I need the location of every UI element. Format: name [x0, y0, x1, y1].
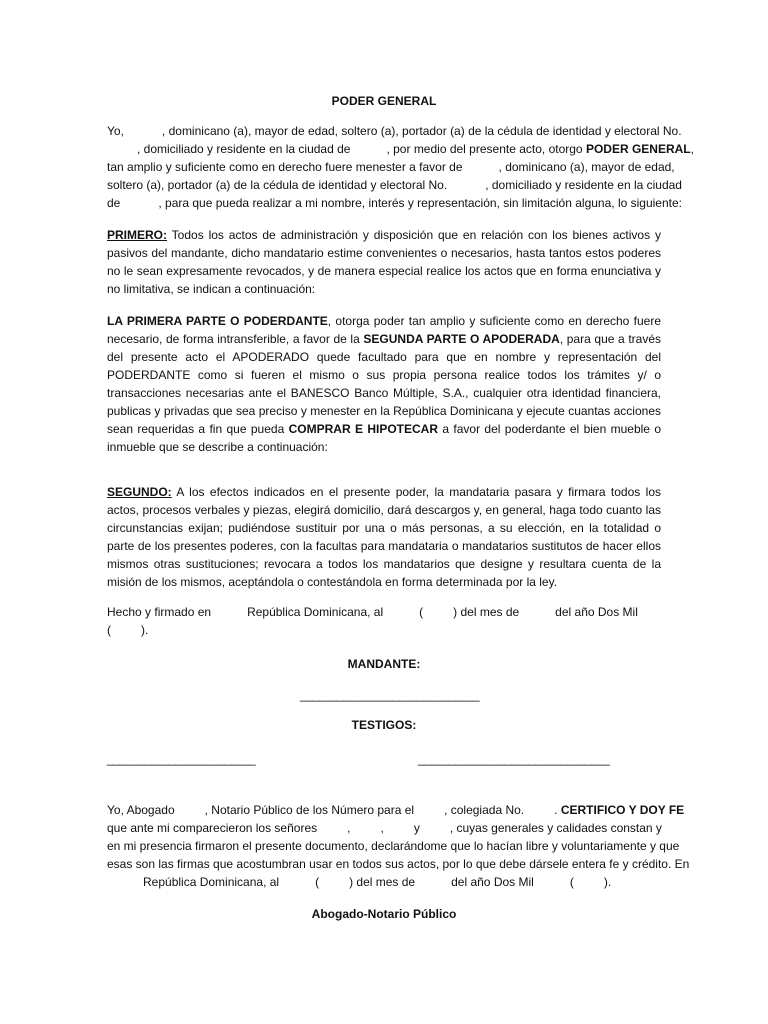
intro-paragraph	[107, 122, 694, 212]
notario-text: ) del mes de	[349, 875, 416, 889]
hecho-text: (	[107, 623, 111, 637]
notario-text: (	[569, 875, 574, 889]
notario-paragraph	[107, 801, 690, 891]
primera-parte-paragraph	[107, 312, 661, 456]
notario-text: , Notario Público de los Número para el	[204, 803, 415, 817]
intro-text: ,	[690, 142, 694, 156]
hecho-text: Hecho y firmado en	[107, 605, 212, 619]
intro-text: , por medio del presente acto, otorgo	[386, 142, 583, 156]
testigo-2-signature-line: _______________________________	[418, 752, 610, 766]
hecho-text: ) del mes de	[453, 605, 520, 619]
notario-line-4: esas son las firmas que acostumbran usar en todos sus actos, por lo que debe dársele entera fe y crédito. En	[107, 857, 690, 871]
poder-general-bold: PODER GENERAL	[585, 142, 691, 156]
notario-text: Yo, Abogado	[107, 803, 175, 817]
certifico-bold: CERTIFICO Y DOY FE	[560, 803, 685, 817]
notario-text: , cuyas generales y calidades constan y	[449, 821, 662, 835]
notario-text: República Dominicana, al	[143, 875, 280, 889]
hecho-text: ).	[141, 623, 149, 637]
primera-parte-text: a favor del poderdante el bien mueble o inmueble que se describe a continuación:	[107, 422, 661, 454]
intro-line-3	[107, 158, 675, 176]
intro-text: , para que pueda realizar a mi nombre, interés y representación, sin limitación alguna, lo siguiente:	[158, 196, 682, 210]
notario-text: del año Dos Mil	[451, 875, 534, 889]
notario-text: (	[315, 875, 320, 889]
intro-text: , dominicano (a), mayor de edad, soltero (a), portador (a) de la cédula de identidad y electoral No.	[161, 124, 682, 138]
mandante-signature-line: _____________________________	[300, 688, 480, 702]
hecho-line-2	[107, 621, 661, 639]
primera-parte-text: , otorga poder tan amplio y suficiente como en derecho fuere necesario, de forma intransferible, a favor de la	[107, 314, 661, 346]
notario-text: .	[554, 803, 558, 817]
notario-line-1	[107, 801, 685, 819]
intro-line-4	[107, 176, 682, 194]
notario-text: y	[413, 821, 420, 835]
testigos-label: TESTIGOS:	[351, 718, 417, 732]
poderdante-bold: LA PRIMERA PARTE O PODERDANTE	[107, 314, 328, 328]
intro-text: de	[107, 196, 121, 210]
segundo-text: A los efectos indicados en el presente poder, la mandataria pasara y firmara todos los actos, procesos verbales y piezas, elegirá domicilio, dará descargos y, en general, haga todo cuanto las circunstancias exijan; pudiéndose sustituir por una o más personas, a su elección, en la totalidad o parte de los presentes poderes, con la facultas para mandataria o mandatarios sustitutos de hacer ellos mismos otras sustituciones; revocara a todos los mandatarios que designe y resultara cuenta de la misión de los mismos, aceptándola o contestándola en forma determinada por la ley.	[107, 485, 661, 589]
notario-text: ,	[380, 821, 384, 835]
intro-text: , domiciliado y residente en la ciudad de	[137, 142, 351, 156]
hecho-line-1	[107, 603, 661, 621]
notario-line-5	[107, 873, 661, 891]
primera-parte-text: , para que a través del presente acto el APODERADO quede facultado para que en nombre y representación del PODERDANTE como si fueren el mismo o sus propia persona realice todos los trámites y/ o transacciones necesarias ante el BANESCO Banco Múltiple, S.A., cualquier otra identidad financiera, publicas y privadas que sea preciso y menester en la República Dominicana y ejecute cuantas acciones sean requeridas a fin que pueda	[107, 332, 661, 436]
notario-text: que ante mi comparecieron los señores	[107, 821, 318, 835]
primero-paragraph	[107, 226, 661, 298]
primero-text: Todos los actos de administración y disposición que en relación con los bienes activos y pasivos del mandante, dicho mandatario estime convenientes o necesarios, hasta tantos estos poderes no le sean expresamente revocados, y de manera especial realice los actos que en forma enunciativa y no limitativa, se indican a continuación:	[107, 228, 661, 296]
notario-text: ,	[347, 821, 351, 835]
intro-line-1	[107, 122, 682, 140]
notario-text: ).	[603, 875, 612, 889]
intro-text: , domiciliado y residente en la ciudad	[485, 178, 682, 192]
segundo-label: SEGUNDO:	[107, 485, 172, 499]
hecho-text: República Dominicana, al	[247, 605, 384, 619]
hecho-text: del año Dos Mil	[555, 605, 638, 619]
intro-line-5	[107, 194, 682, 212]
mandante-label: MANDANTE:	[347, 657, 421, 671]
notario-line-3: en mi presencia firmaron el presente documento, declarándome que lo hacían libre y voluntariamente y que	[107, 839, 680, 853]
intro-line-2	[107, 140, 694, 158]
intro-text: soltero (a), portador (a) de la cédula de identidad y electoral No.	[107, 178, 448, 192]
notario-text: , colegiada No.	[444, 803, 525, 817]
intro-text: Yo,	[107, 124, 124, 138]
apoderada-bold: SEGUNDA PARTE O APODERADA	[363, 332, 560, 346]
hecho-firmado-paragraph	[107, 603, 661, 639]
comprar-hipotecar-bold: COMPRAR E HIPOTECAR	[288, 422, 438, 436]
primero-label: PRIMERO:	[107, 228, 167, 242]
intro-text: tan amplio y suficiente como en derecho fuere menester a favor de	[107, 160, 463, 174]
segundo-paragraph	[107, 483, 661, 591]
notario-line-2	[107, 819, 661, 837]
document-title: PODER GENERAL	[331, 94, 437, 108]
hecho-text: (	[419, 605, 424, 619]
testigo-1-signature-line: ________________________	[107, 752, 256, 766]
intro-text: , dominicano (a), mayor de edad,	[498, 160, 675, 174]
abogado-notario-label: Abogado-Notario Público	[311, 907, 457, 921]
